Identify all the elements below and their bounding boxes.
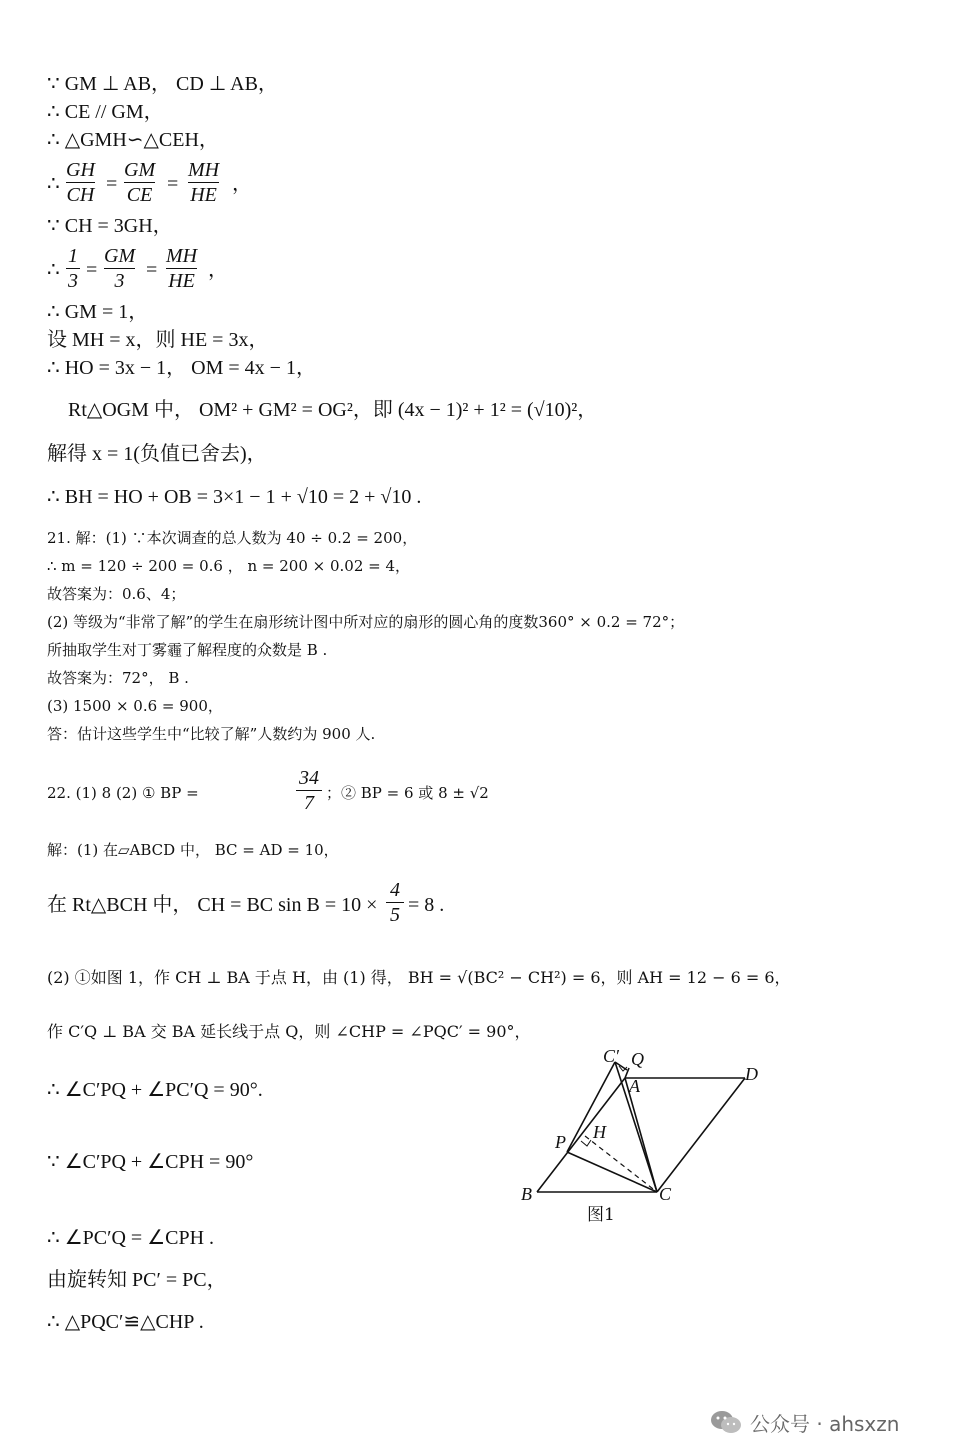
line-14: ∴ m = 120 ÷ 200 = 0.6 ， n = 200 × 0.02 = 4， [47, 557, 411, 575]
line-21-suffix: ；② BP = 6 或 8 ± √2 [326, 784, 489, 802]
fraction-denominator: CE [124, 182, 155, 207]
fraction-denominator: 3 [104, 268, 135, 293]
line-22: 解：(1) 在▱ABCD 中， BC = AD = 10， [47, 841, 339, 859]
label-c-prime: C′ [603, 1046, 619, 1066]
line-07: ∴ GM = 1， [47, 301, 149, 323]
line-13: 21. 解：(1) ∵本次调查的总人数为 40 ÷ 0.2 = 200， [47, 529, 418, 547]
fraction-numerator: GM [124, 159, 156, 181]
fraction-gm-ce [124, 158, 155, 207]
line-01: ∵ GM ⊥ AB， CD ⊥ AB， [47, 73, 278, 95]
equals-sign: = [146, 259, 158, 281]
line-04-suffix: ， [232, 173, 252, 195]
watermark-text: 公众号 · ahsxzn [750, 1411, 900, 1436]
label-p: P [555, 1132, 566, 1152]
line-06-prefix: ∴ [47, 259, 60, 281]
fraction-denominator: CH [66, 184, 95, 206]
segment-ba [537, 1078, 625, 1192]
fraction-numerator: GH [66, 159, 95, 181]
fraction-gm-3 [104, 244, 135, 293]
line-24: (2) ①如图 1，作 CH ⊥ BA 于点 H，由 (1) 得， BH = √(BC² − CH²) = 6，则 AH = 12 − 6 = 6， [47, 968, 791, 987]
line-12: ∴ BH = HO + OB = 3×1 − 1 + √10 = 2 + √10 . [47, 486, 422, 508]
line-28: ∴ ∠PC′Q = ∠CPH . [47, 1227, 215, 1249]
fraction-numerator: GM [104, 245, 136, 267]
label-q: Q [631, 1049, 644, 1069]
figure-caption: 图1 [587, 1205, 615, 1225]
fraction-numerator: 4 [390, 879, 400, 901]
fraction-numerator: 1 [68, 245, 78, 267]
fraction-mh-he [188, 158, 219, 207]
line-15: 故答案为：0.6、4； [47, 585, 186, 603]
line-04-prefix: ∴ [47, 173, 60, 195]
line-23-prefix: 在 Rt△BCH 中， CH = BC sin B = 10 × [47, 894, 378, 916]
segment-dc [657, 1078, 745, 1192]
line-10: Rt△OGM 中， OM² + GM² = OG²，即 (4x − 1)² + 1² = (√10)²， [68, 399, 598, 421]
wechat-icon [710, 1408, 742, 1436]
fraction-numerator: 34 [299, 767, 319, 789]
fraction-numerator: MH [188, 159, 220, 181]
equals-sign: = [167, 173, 179, 195]
right-angle-mark-h [581, 1140, 591, 1146]
label-a: A [629, 1076, 640, 1096]
wechat-watermark [710, 1402, 899, 1442]
label-h: H [593, 1122, 606, 1142]
label-b: B [521, 1184, 532, 1204]
line-11: 解得 x = 1(负值已舍去)， [47, 443, 267, 465]
line-19: (3) 1500 × 0.6 = 900， [47, 697, 223, 715]
fraction-denominator: 5 [386, 902, 404, 927]
fraction-denominator: HE [188, 182, 219, 207]
line-03: ∴ △GMH∽△CEH， [47, 129, 219, 151]
line-02: ∴ CE // GM， [47, 101, 164, 123]
fraction-mh-he [166, 244, 197, 293]
line-26: ∴ ∠C′PQ + ∠PC′Q = 90°. [47, 1079, 263, 1101]
line-27: ∵ ∠C′PQ + ∠CPH = 90° [47, 1151, 254, 1173]
label-d: D [745, 1064, 758, 1084]
line-25: 作 C′Q ⊥ BA 交 BA 延长线于点 Q，则 ∠CHP = ∠PQC′ = 90°， [47, 1022, 531, 1041]
line-18: 故答案为：72°， B . [47, 669, 189, 687]
fraction-denominator: 7 [296, 790, 322, 815]
line-16: (2) 等级为“非常了解”的学生在扇形统计图中所对应的扇形的圆心角的度数360° × 0.2 = 72°； [47, 613, 685, 631]
equals-sign: = [86, 259, 98, 281]
equals-sign: = [106, 173, 118, 195]
line-29: 由旋转知 PC′ = PC， [47, 1269, 227, 1291]
label-c: C [659, 1184, 672, 1204]
line-09: ∴ HO = 3x − 1， OM = 4x − 1， [47, 357, 316, 379]
line-05: ∵ CH = 3GH， [47, 215, 173, 237]
geometry-figure-1 [515, 1040, 785, 1230]
fraction-34-7 [296, 766, 322, 815]
fraction-1-3 [66, 244, 80, 293]
line-20: 答：估计这些学生中“比较了解”人数约为 900 人. [47, 725, 376, 743]
fraction-denominator: HE [166, 268, 197, 293]
line-23-suffix: = 8 . [408, 894, 445, 916]
segment-pc [567, 1152, 657, 1192]
fraction-numerator: MH [166, 245, 198, 267]
line-06-suffix: ， [208, 259, 228, 281]
fraction-4-5 [386, 878, 404, 927]
fraction-gh-ch [66, 158, 95, 207]
line-17: 所抽取学生对丁雾霾了解程度的众数是 B . [47, 641, 328, 659]
fraction-denominator: 3 [68, 270, 78, 292]
line-08: 设 MH = x，则 HE = 3x， [47, 329, 269, 351]
line-21-prefix: 22. (1) 8 (2) ① BP = [47, 784, 199, 802]
segment-pc-prime [567, 1062, 615, 1152]
line-30: ∴ △PQC′≌△CHP . [47, 1311, 204, 1333]
